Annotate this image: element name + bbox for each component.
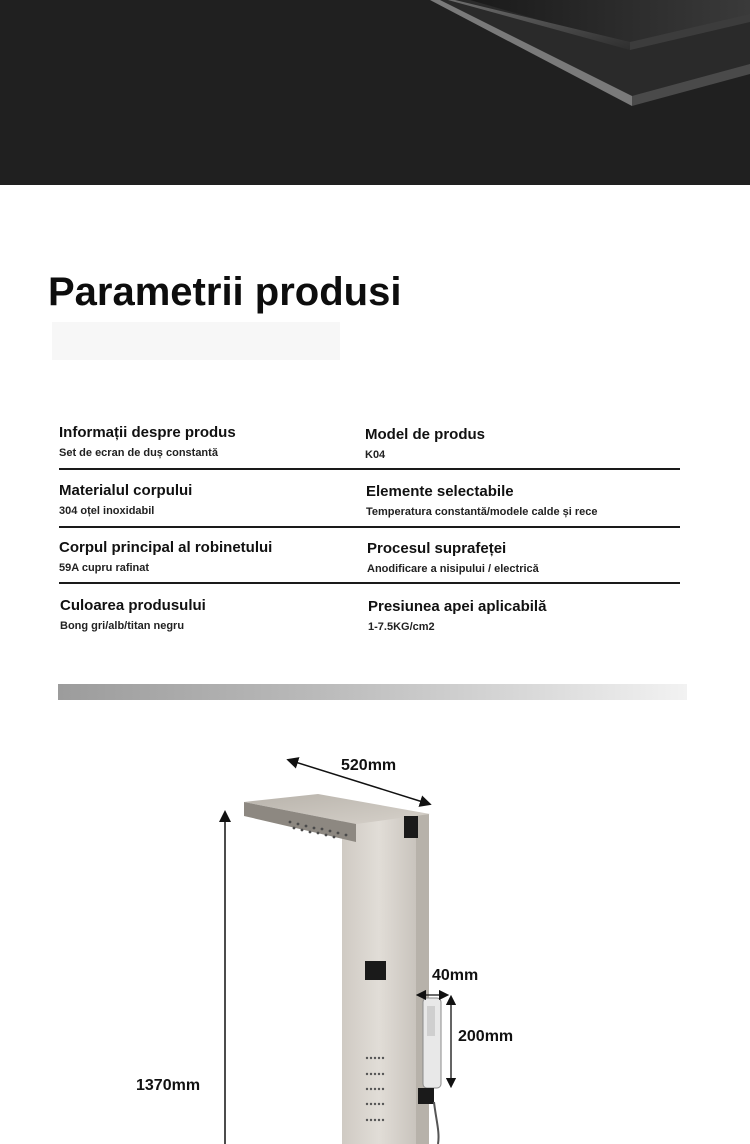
spec-faucet-body: [59, 539, 272, 574]
spec-body-material: [59, 482, 192, 517]
spec-color: [60, 597, 206, 632]
spec-value: K04: [365, 449, 386, 461]
table-divider: [59, 468, 680, 470]
spec-surface: [367, 540, 539, 575]
spec-value: Temperatura constantă/modele calde și rece: [366, 506, 598, 518]
table-divider: [59, 526, 680, 528]
spec-label: Elemente selectabile: [366, 483, 514, 500]
shower-panel-diagram: [0, 740, 750, 1144]
handle-length-label: 200mm: [458, 1028, 514, 1045]
depth-label: 40mm: [432, 967, 479, 984]
spec-label: Informații despre produs: [59, 424, 236, 441]
display-screen: [365, 961, 386, 980]
spec-value: 1-7.5KG/cm2: [368, 621, 435, 633]
spec-value: 59A cupru rafinat: [59, 562, 150, 574]
stone-slab-image: [0, 0, 750, 185]
head-connector: [404, 816, 418, 838]
title-shadow-block: [52, 322, 340, 360]
spec-value: Bong gri/alb/titan negru: [60, 620, 185, 632]
spec-selectable: [366, 483, 598, 518]
height-label: 1370mm: [136, 1077, 201, 1094]
spec-value: Set de ecran de duș constantă: [59, 447, 218, 459]
width-label: 520mm: [341, 757, 397, 774]
page-title: Parametrii produsi: [48, 270, 402, 314]
spec-model: [365, 426, 485, 461]
spec-value: Anodificare a nisipului / electrică: [367, 563, 539, 575]
hose: [434, 1102, 439, 1144]
hand-shower-holder: [418, 1088, 434, 1104]
spec-pressure: [368, 598, 546, 633]
spec-label: Model de produs: [365, 426, 485, 443]
spec-value: 304 oțel inoxidabil: [59, 505, 155, 517]
spec-label: Procesul suprafeței: [367, 540, 507, 557]
spec-label: Presiunea apei aplicabilă: [368, 598, 547, 615]
section-divider-bar: [58, 684, 687, 700]
spec-product-info: [59, 424, 236, 459]
table-divider: [59, 582, 680, 584]
hand-shower-face: [427, 1006, 435, 1036]
hero-banner: [0, 0, 750, 185]
spec-label: Materialul corpului: [59, 482, 193, 499]
spec-label: Culoarea produsului: [60, 597, 206, 614]
spec-label: Corpul principal al robinetului: [59, 539, 273, 556]
